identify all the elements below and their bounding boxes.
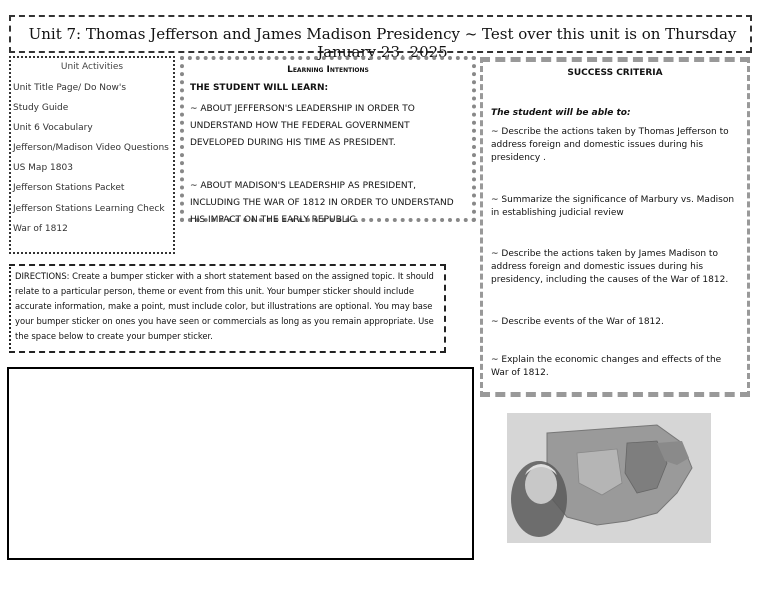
list-item: Jefferson/Madison Video Questions (13, 143, 169, 154)
portrait-face (525, 466, 557, 504)
success-header: SUCCESS CRITERIA (567, 68, 663, 78)
page-title: Unit 7: Thomas Jefferson and James Madison Presidency ~ Test over this unit is on Thursday January 23, 2025 (28, 25, 737, 61)
learning-intentions-panel (180, 56, 476, 225)
list-item: Unit Title Page/ Do Now's (13, 83, 127, 93)
criteria-item: ~ Summarize the significance of Marbury vs. Madison in establishing judicial review (491, 195, 735, 218)
list-item: US Map 1803 (13, 163, 73, 174)
success-subheader: The student will be able to: (491, 108, 631, 118)
jefferson-map-image (507, 413, 711, 543)
intention-item: ~ ABOUT MADISON'S LEADERSHIP AS PRESIDENT, INCLUDING THE WAR OF 1812 IN ORDER TO UNDERSTAND HIS IMPACT ON THE EARLY REPUBLIC. (190, 181, 454, 225)
bumper-sticker-drawing-area[interactable] (7, 367, 474, 560)
activities-header: Unit Activities (60, 62, 124, 72)
criteria-item: ~ Describe events of the War of 1812. (491, 317, 664, 327)
directions-text: DIRECTIONS: Create a bumper sticker with a short statement based on the assigned topic. It should relate to a particular person, theme or event from this unit. Your bumper sticker should include accurate information, make a point, must include color, but illustrations are optional. You may base your bumper sticker on ones you have seen or commercials as long as you remain appropriate. Use the space below to create your bumper sticker. (15, 271, 434, 341)
map-illustration (507, 413, 711, 543)
directions-box (9, 264, 446, 353)
title-box (9, 15, 752, 61)
intention-item: ~ ABOUT JEFFERSON'S LEADERSHIP IN ORDER TO UNDERSTAND HOW THE FEDERAL GOVERNMENT DEVELOPED DURING HIS TIME AS PRESIDENT. (190, 104, 415, 148)
list-item: Jefferson Stations Packet (13, 183, 125, 194)
intentions-subheader: THE STUDENT WILL LEARN: (190, 83, 329, 93)
list-item: Unit 6 Vocabulary (13, 123, 93, 134)
criteria-item: ~ Describe the actions taken by James Madison to address foreign and domestic issues during his presidency, including the causes of the War of 1812. (491, 249, 729, 285)
list-item: Study Guide (13, 103, 69, 114)
list-item: Jefferson Stations Learning Check (13, 203, 165, 214)
list-item: War of 1812 (13, 223, 68, 234)
unit-activities-panel (9, 56, 175, 254)
intentions-header: Learning Intentions (287, 65, 369, 75)
criteria-item: ~ Explain the economic changes and effects of the War of 1812. (491, 355, 722, 378)
success-criteria-panel (480, 57, 750, 397)
criteria-item: ~ Describe the actions taken by Thomas Jefferson to address foreign and domestic issues during his presidency . (491, 127, 729, 163)
activities-list (13, 78, 173, 239)
